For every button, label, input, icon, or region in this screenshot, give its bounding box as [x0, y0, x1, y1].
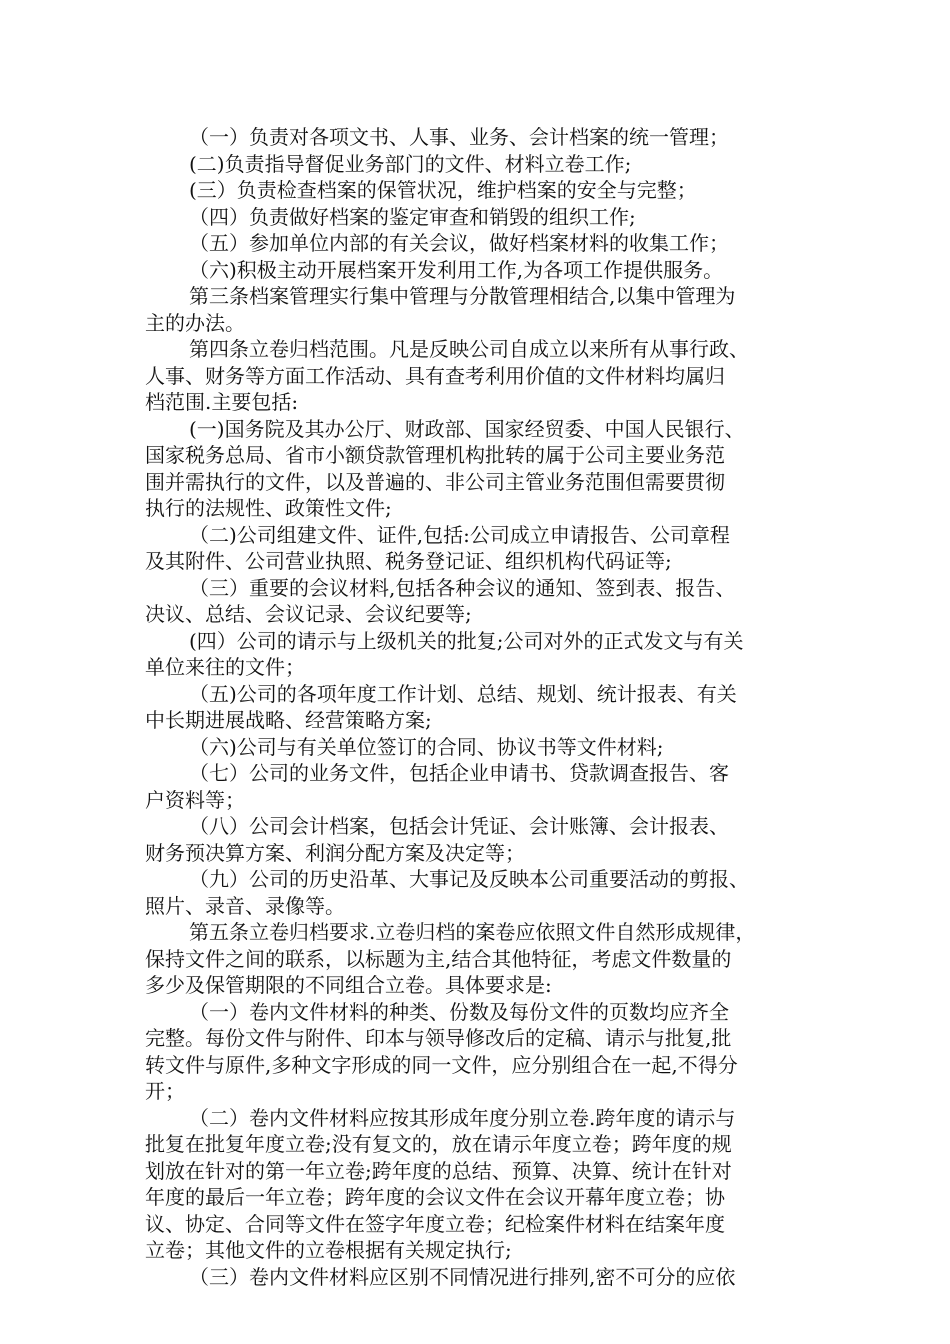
text-line: 财务预决算方案、利润分配方案及决定等； [145, 840, 525, 865]
text-line: 批复在批复年度立卷;没有复文的，放在请示年度立卷；跨年度的规 [145, 1132, 732, 1156]
text-line: （五)公司的各项年度工作计划、总结、规划、统计报表、有关 [189, 681, 737, 706]
text-line: （六)积极主动开展档案开发利用工作,为各项工作提供服务。 [189, 257, 724, 282]
text-line: 中长期进展战略、经营策略方案; [145, 708, 432, 732]
text-line: 户资料等； [145, 787, 245, 812]
text-line: (三）负责检查档案的保管状况，维护档案的安全与完整； [189, 178, 697, 202]
text-line: （五）参加单位内部的有关会议，做好档案材料的收集工作； [189, 231, 729, 255]
text-line: （一）负责对各项文书、人事、业务、会计档案的统一管理； [189, 125, 729, 149]
text-line: 单位来往的文件； [145, 655, 305, 679]
document-body [145, 124, 810, 1290]
text-line: 转文件与原件,多种文字形成的同一文件，应分别组合在一起,不得分 [145, 1052, 738, 1077]
text-line: （四）负责做好档案的鉴定审查和销毁的组织工作; [189, 204, 636, 229]
text-line: 围并需执行的文件，以及普遍的、非公司主管业务范围但需要贯彻 [145, 469, 725, 494]
text-line: (一)国务院及其办公厅、财政部、国家经贸委、中国人民银行、 [189, 416, 745, 441]
text-line: 及其附件、公司营业执照、税务登记证、组织机构代码证等; [145, 549, 672, 573]
text-line: (四）公司的请示与上级机关的批复;公司对外的正式发文与有关 [189, 628, 744, 653]
text-line: （二）卷内文件材料应按其形成年度分别立卷.跨年度的请示与 [189, 1105, 736, 1130]
text-line: (二)负责指导督促业务部门的文件、材料立卷工作; [189, 151, 632, 176]
text-line: （七）公司的业务文件，包括企业申请书、贷款调查报告、客 [189, 761, 729, 785]
text-line: （二)公司组建文件、证件,包括:公司成立申请报告、公司章程 [189, 522, 730, 547]
text-line: 年度的最后一年立卷；跨年度的会议文件在会议开幕年度立卷；协 [145, 1185, 725, 1209]
text-line: 划放在针对的第一年立卷;跨年度的总结、预算、决算、统计在针对 [145, 1158, 732, 1183]
text-line: 议、协定、合同等文件在签字年度立卷；纪检案件材料在结案年度 [145, 1211, 725, 1236]
text-line: 执行的法规性、政策性文件; [145, 496, 392, 520]
text-line: 决议、总结、会议记录、会议纪要等; [145, 602, 472, 626]
text-line: （一）卷内文件材料的种类、份数及每份文件的页数均应齐全 [189, 999, 729, 1024]
text-line: 人事、财务等方面工作活动、具有查考利用价值的文件材料均属归 [145, 363, 725, 388]
text-line: 第三条档案管理实行集中管理与分散管理相结合,以集中管理为 [189, 284, 736, 308]
text-line: 开； [145, 1079, 185, 1103]
text-line: 主的办法。 [145, 310, 245, 335]
text-line: （六)公司与有关单位签订的合同、协议书等文件材料; [189, 734, 664, 759]
text-line: 多少及保管期限的不同组合立卷。具体要求是: [145, 973, 552, 997]
text-line: 保持文件之间的联系，以标题为主,结合其他特征，考虑文件数量的 [145, 946, 732, 971]
text-line: 立卷；其他文件的立卷根据有关规定执行; [145, 1238, 512, 1262]
text-line: （三）卷内文件材料应区别不同情况进行排列,密不可分的应依 [189, 1264, 736, 1289]
text-line: 第四条立卷归档范围。凡是反映公司自成立以来所有从事行政、 [189, 337, 749, 361]
text-line: 第五条立卷归档要求.立卷归档的案卷应依照文件自然形成规律， [189, 920, 756, 944]
text-line: （八）公司会计档案，包括会计凭证、会计账簿、会计报表、 [189, 814, 729, 838]
text-line: （三）重要的会议材料,包括各种会议的通知、签到表、报告、 [189, 575, 736, 600]
text-line: 国家税务总局、省市小额贷款管理机构批转的属于公司主要业务范 [145, 443, 725, 467]
text-line: （九）公司的历史沿革、大事记及反映本公司重要活动的剪报、 [189, 867, 749, 891]
text-line: 档范围.主要包括: [145, 390, 299, 414]
text-line: 完整。每份文件与附件、印本与领导修改后的定稿、请示与批复,批 [145, 1026, 732, 1050]
text-line: 照片、录音、录像等。 [145, 893, 345, 918]
